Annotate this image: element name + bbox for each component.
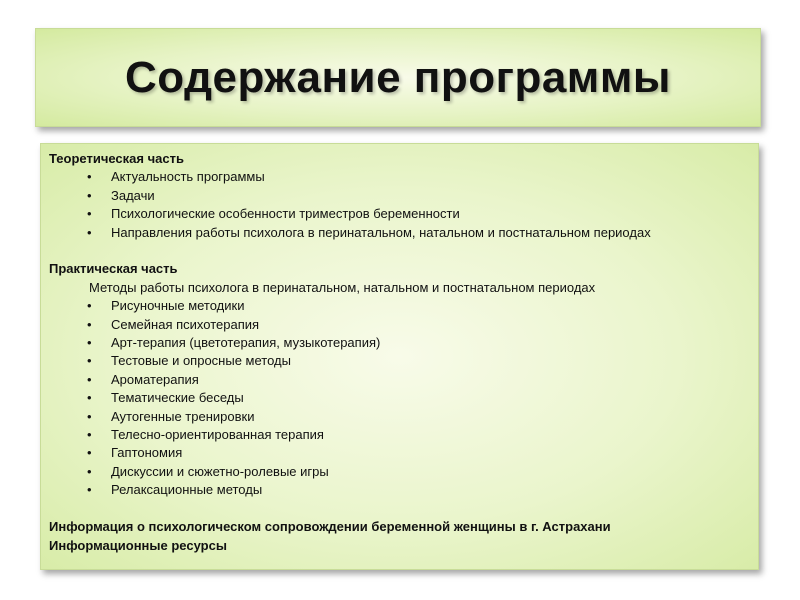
page-title: Содержание программы [125, 52, 671, 102]
theory-heading: Теоретическая часть [49, 151, 184, 166]
list-item: • Телесно-ориентированная терапия [49, 426, 750, 444]
list-item: • Тематические беседы [49, 389, 750, 407]
list-item: • Ароматерапия [49, 371, 750, 389]
footer-info: Информация о психологическом сопровождении беременной женщины в г. Астрахани [49, 519, 611, 535]
title-box [35, 28, 761, 127]
footer-resources: Информационные ресурсы [49, 537, 227, 553]
content-box [40, 143, 759, 570]
list-item: • Дискуссии и сюжетно-ролевые игры [49, 463, 750, 481]
list-item: • Рисуночные методики [49, 297, 750, 315]
list-item: • Психологические особенности триместров беременности [49, 205, 750, 223]
spacer [49, 500, 750, 518]
list-item: • Гаптономия [49, 444, 750, 462]
spacer [49, 242, 750, 260]
list-item: • Направления работы психолога в перинатальном, натальном и постнатальном периодах [49, 224, 750, 242]
list-item: • Аутогенные тренировки [49, 408, 750, 426]
list-item: • Релаксационные методы [49, 481, 750, 499]
practice-heading: Практическая часть [49, 261, 178, 277]
practice-subheading: Методы работы психолога в перинатальном, натальном и постнатальном периодах [89, 279, 596, 295]
theory-list [49, 168, 750, 242]
list-item: • Тестовые и опросные методы [49, 352, 750, 370]
list-item: • Актуальность программы [49, 168, 750, 186]
list-item: • Арт-терапия (цветотерапия, музыкотерапия) [49, 334, 750, 352]
list-item: • Задачи [49, 187, 750, 205]
practice-list [49, 297, 750, 499]
list-item: • Семейная психотерапия [49, 316, 750, 334]
